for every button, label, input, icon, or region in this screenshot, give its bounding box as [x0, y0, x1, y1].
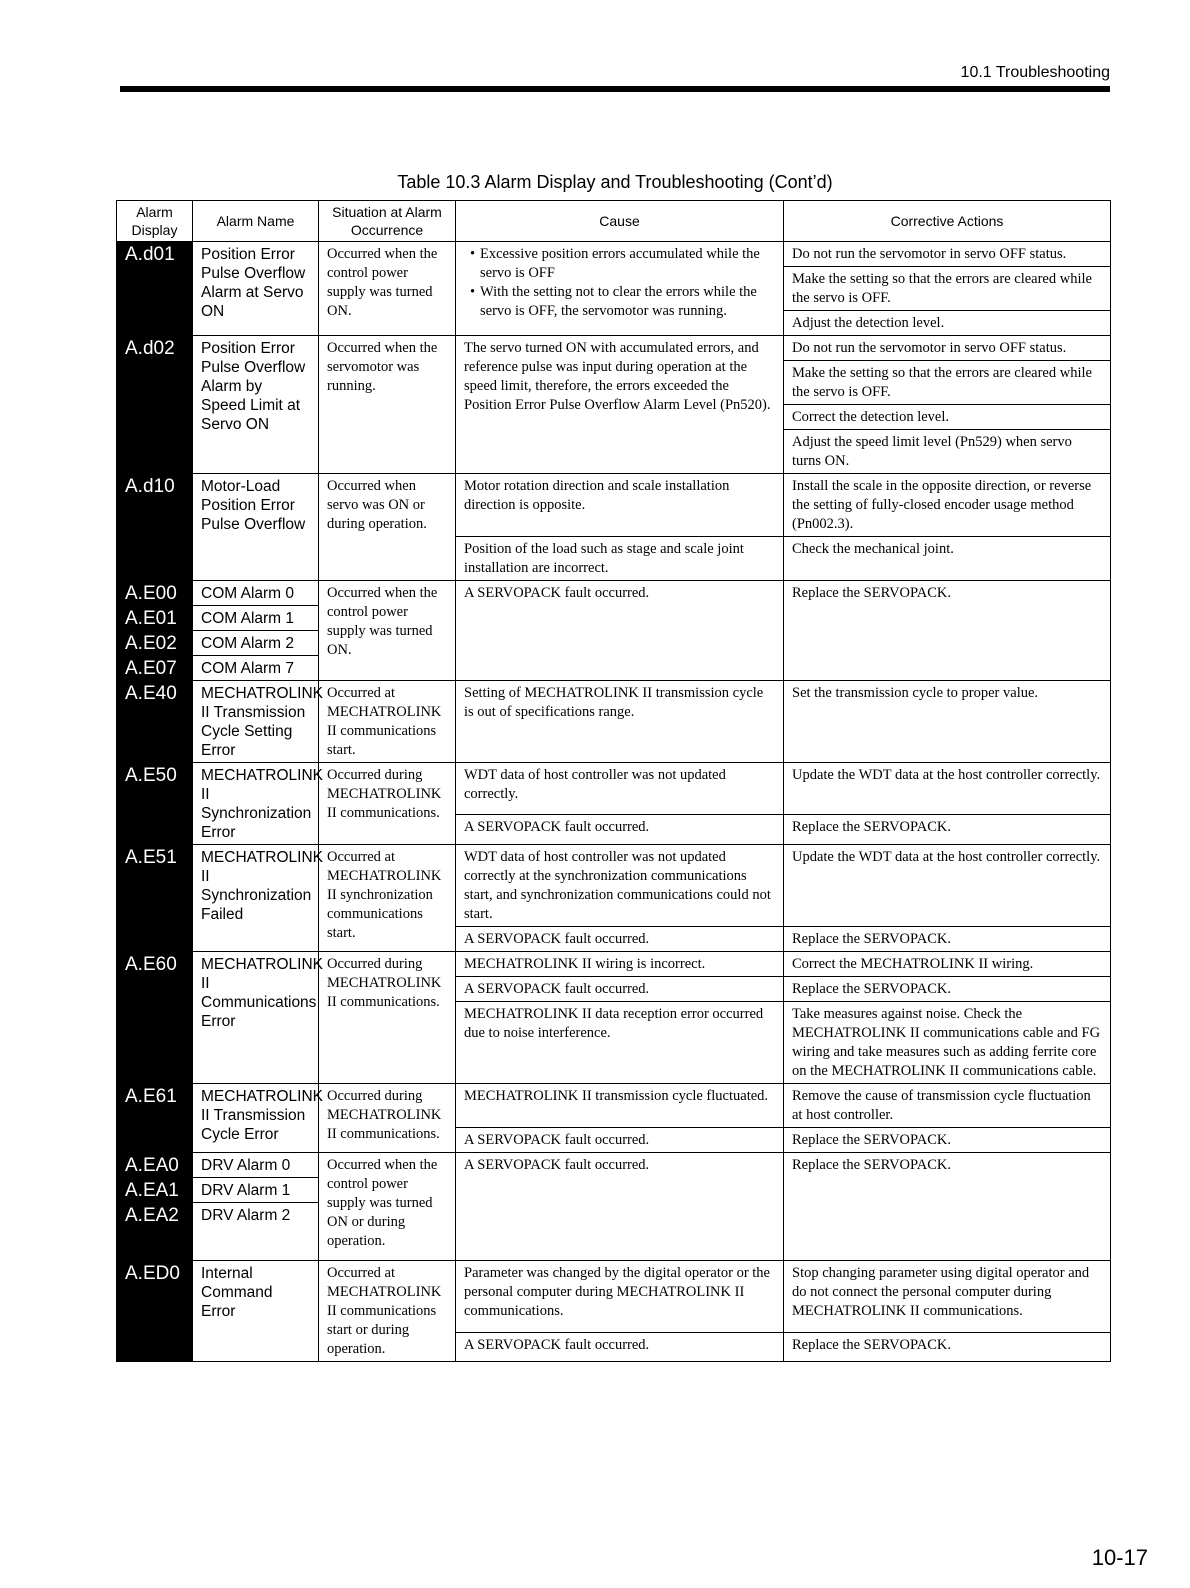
page-number: 10-17 [1091, 1545, 1148, 1570]
alarm-situation: Occurred when the control power supply was turned ON or during operation. [319, 1153, 456, 1261]
table-row [117, 1084, 1111, 1128]
corrective-action: Update the WDT data at the host controller correctly. [784, 845, 1111, 927]
alarm-cause: MECHATROLINK II data reception error occurred due to noise interference. [456, 1002, 784, 1084]
corrective-action: Correct the detection level. [784, 405, 1111, 430]
alarm-name: COM Alarm 0 [193, 581, 319, 606]
alarm-code: A.EA2 [117, 1203, 193, 1261]
corrective-action: Update the WDT data at the host controller correctly. [784, 763, 1111, 815]
col-header-alarm-name: Alarm Name [193, 201, 319, 242]
alarm-code: A.E50 [117, 763, 193, 845]
table-header-row [117, 201, 1111, 242]
corrective-action: Make the setting so that the errors are cleared while the servo is OFF. [784, 267, 1111, 311]
alarm-name: DRV Alarm 0 [193, 1153, 319, 1178]
alarm-cause: MECHATROLINK II transmission cycle fluctuated. [456, 1084, 784, 1128]
header-rule [120, 86, 1110, 92]
section-title: 10.1 Troubleshooting [960, 64, 1110, 81]
table-row [117, 1261, 1111, 1333]
table-row [117, 336, 1111, 361]
alarm-cause: WDT data of host controller was not updated correctly at the synchronization communications start, and synchronization communications could not start. [456, 845, 784, 927]
table-row [117, 845, 1111, 927]
alarm-name: Internal Command Error [193, 1261, 319, 1362]
alarm-name: MECHATROLINK II Transmission Cycle Setting Error [193, 681, 319, 763]
table-row [117, 681, 1111, 763]
corrective-action: Replace the SERVOPACK. [784, 581, 1111, 681]
corrective-action: Adjust the speed limit level (Pn529) when servo turns ON. [784, 430, 1111, 474]
alarm-cause: Setting of MECHATROLINK II transmission cycle is out of specifications range. [456, 681, 784, 763]
alarm-cause: A SERVOPACK fault occurred. [456, 927, 784, 952]
alarm-cause: A SERVOPACK fault occurred. [456, 581, 784, 681]
corrective-action: Do not run the servomotor in servo OFF status. [784, 336, 1111, 361]
col-header-cause: Cause [456, 201, 784, 242]
corrective-action: Check the mechanical joint. [784, 537, 1111, 581]
alarm-cause: A SERVOPACK fault occurred. [456, 1333, 784, 1362]
alarm-situation: Occurred at MECHATROLINK II communications start. [319, 681, 456, 763]
corrective-action: Adjust the detection level. [784, 311, 1111, 336]
table-row [117, 952, 1111, 977]
alarm-situation: Occurred at MECHATROLINK II synchronization communications start. [319, 845, 456, 952]
col-header-alarm-display: Alarm Display [117, 201, 193, 242]
alarm-code: A.EA1 [117, 1178, 193, 1203]
alarm-name: COM Alarm 7 [193, 656, 319, 681]
alarm-name: Position Error Pulse Overflow Alarm at Servo ON [193, 242, 319, 336]
col-header-actions: Corrective Actions [784, 201, 1111, 242]
alarm-cause: A SERVOPACK fault occurred. [456, 815, 784, 845]
alarm-cause: A SERVOPACK fault occurred. [456, 1128, 784, 1153]
table-row [117, 1153, 1111, 1178]
alarm-situation: Occurred at MECHATROLINK II communications start or during operation. [319, 1261, 456, 1362]
alarm-situation: Occurred during MECHATROLINK II communications. [319, 763, 456, 845]
alarm-name: DRV Alarm 2 [193, 1203, 319, 1261]
alarm-name: COM Alarm 2 [193, 631, 319, 656]
corrective-action: Replace the SERVOPACK. [784, 1128, 1111, 1153]
alarm-situation: Occurred when the control power supply was turned ON. [319, 581, 456, 681]
corrective-action: Stop changing parameter using digital operator and do not connect the personal computer during MECHATROLINK II communications. [784, 1261, 1111, 1333]
alarm-code: A.ED0 [117, 1261, 193, 1362]
cause-bullet: • With the setting not to clear the errors while the servo is OFF, the servomotor was running. [480, 283, 775, 321]
alarm-name: MECHATROLINK II Communications Error [193, 952, 319, 1084]
corrective-action: Take measures against noise. Check the MECHATROLINK II communications cable and FG wiring and take measures such as adding ferrite core on the MECHATROLINK II communications cable. [784, 1002, 1111, 1084]
alarm-name: Motor-Load Position Error Pulse Overflow [193, 474, 319, 581]
alarm-code: A.E00 [117, 581, 193, 606]
corrective-action: Replace the SERVOPACK. [784, 1153, 1111, 1261]
alarm-name: MECHATROLINK II Synchronization Error [193, 763, 319, 845]
alarm-cause: WDT data of host controller was not updated correctly. [456, 763, 784, 815]
alarm-cause: Parameter was changed by the digital operator or the personal computer during MECHATROLINK II communications. [456, 1261, 784, 1333]
alarm-code: A.EA0 [117, 1153, 193, 1178]
alarm-code: A.E40 [117, 681, 193, 763]
alarm-code: A.E60 [117, 952, 193, 1084]
corrective-action: Replace the SERVOPACK. [784, 927, 1111, 952]
col-header-situation: Situation at Alarm Occurrence [319, 201, 456, 242]
alarm-situation: Occurred during MECHATROLINK II communications. [319, 952, 456, 1084]
corrective-action: Remove the cause of transmission cycle fluctuation at host controller. [784, 1084, 1111, 1128]
alarm-table [116, 200, 1111, 1362]
alarm-situation: Occurred during MECHATROLINK II communications. [319, 1084, 456, 1153]
alarm-cause: The servo turned ON with accumulated errors, and reference pulse was input during operation at the speed limit, therefore, the errors exceeded the Position Error Pulse Overflow Alarm Level (Pn520). [456, 336, 784, 474]
corrective-action: Replace the SERVOPACK. [784, 815, 1111, 845]
alarm-code: A.E51 [117, 845, 193, 952]
alarm-situation: Occurred when the servomotor was running. [319, 336, 456, 474]
alarm-cause: MECHATROLINK II wiring is incorrect. [456, 952, 784, 977]
corrective-action: Set the transmission cycle to proper value. [784, 681, 1111, 763]
alarm-name: Position Error Pulse Overflow Alarm by Speed Limit at Servo ON [193, 336, 319, 474]
table-row [117, 474, 1111, 537]
alarm-code: A.d01 [117, 242, 193, 336]
alarm-cause [456, 242, 784, 336]
alarm-code: A.E02 [117, 631, 193, 656]
alarm-code: A.E01 [117, 606, 193, 631]
alarm-code: A.E61 [117, 1084, 193, 1153]
table-caption: Table 10.3 Alarm Display and Troubleshooting (Cont’d) [397, 172, 833, 192]
alarm-cause: A SERVOPACK fault occurred. [456, 1153, 784, 1261]
alarm-name: MECHATROLINK II Synchronization Failed [193, 845, 319, 952]
table-row [117, 581, 1111, 606]
alarm-situation: Occurred when servo was ON or during operation. [319, 474, 456, 581]
alarm-cause: Motor rotation direction and scale installation direction is opposite. [456, 474, 784, 537]
alarm-name: DRV Alarm 1 [193, 1178, 319, 1203]
cause-bullet: • Excessive position errors accumulated while the servo is OFF [480, 245, 775, 283]
alarm-code: A.d02 [117, 336, 193, 474]
corrective-action: Replace the SERVOPACK. [784, 1333, 1111, 1362]
table-row [117, 242, 1111, 267]
corrective-action: Make the setting so that the errors are cleared while the servo is OFF. [784, 361, 1111, 405]
alarm-cause: A SERVOPACK fault occurred. [456, 977, 784, 1002]
corrective-action: Replace the SERVOPACK. [784, 977, 1111, 1002]
alarm-code: A.d10 [117, 474, 193, 581]
table-row [117, 763, 1111, 815]
alarm-situation: Occurred when the control power supply was turned ON. [319, 242, 456, 336]
corrective-action: Correct the MECHATROLINK II wiring. [784, 952, 1111, 977]
corrective-action: Install the scale in the opposite direction, or reverse the setting of fully-closed encoder usage method (Pn002.3). [784, 474, 1111, 537]
alarm-code: A.E07 [117, 656, 193, 681]
alarm-name: MECHATROLINK II Transmission Cycle Error [193, 1084, 319, 1153]
corrective-action: Do not run the servomotor in servo OFF status. [784, 242, 1111, 267]
alarm-cause: Position of the load such as stage and scale joint installation are incorrect. [456, 537, 784, 581]
alarm-name: COM Alarm 1 [193, 606, 319, 631]
